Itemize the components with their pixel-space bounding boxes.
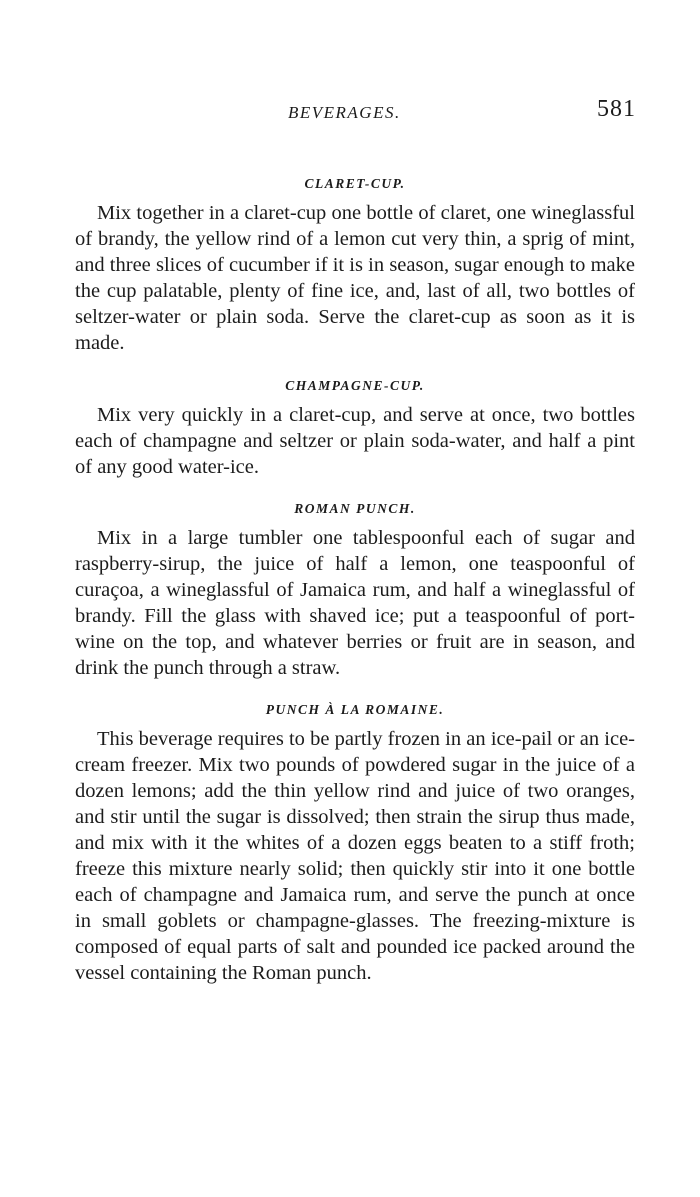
- recipe-roman-punch: [75, 499, 635, 681]
- running-title: BEVERAGES.: [288, 103, 401, 122]
- section-spacer: [75, 480, 635, 499]
- section-spacer: [75, 681, 635, 700]
- running-head: [0, 96, 700, 133]
- recipe-body: This beverage requires to be partly frozen in an ice-pail or an ice-cream freezer. Mix two pounds of powdered sugar in the juice of a dozen lemons; add the thin yellow rind and juice of two oranges, and stir until the sugar is dissolved; then strain the sirup thus made, and mix with it the whites of a dozen eggs beaten to a stiff froth; freeze this mixture nearly solid; then quickly stir into it one bottle each of champagne and Jamaica rum, and serve the punch at once in small goblets or champagne-glasses. The freezing-mixture is composed of equal parts of salt and pounded ice packed around the vessel containing the Roman punch.: [75, 728, 635, 984]
- recipe-title: ROMAN PUNCH.: [294, 501, 416, 516]
- recipe-body: Mix in a large tumbler one tablespoonful each of sugar and raspberry-sirup, the juice of half a lemon, one teaspoonful of curaçoa, a wineglassful of Jamaica rum, and half a wineglassful of brandy. Fill the glass with shaved ice; put a teaspoonful of port-wine on the top, and whatever berries or fruit are in season, and drink the punch through a straw.: [75, 527, 635, 679]
- recipe-claret-cup: [75, 174, 635, 356]
- recipe-champagne-cup: [75, 376, 635, 480]
- recipe-title: CLARET-CUP.: [304, 176, 406, 191]
- page-content: [75, 174, 635, 986]
- recipe-title: CHAMPAGNE-CUP.: [285, 378, 425, 393]
- page-number: 581: [597, 96, 636, 122]
- recipe-punch-a-la-romaine: [75, 700, 635, 986]
- recipe-body: Mix together in a claret-cup one bottle of claret, one wineglassful of brandy, the yellow rind of a lemon cut very thin, a sprig of mint, and three slices of cucumber if it is in season, sugar enough to make the cup palatable, plenty of fine ice, and, last of all, two bottles of seltzer-water or plain soda. Serve the claret-cup as soon as it is made.: [75, 202, 635, 354]
- section-spacer: [75, 356, 635, 376]
- recipe-body: Mix very quickly in a claret-cup, and serve at once, two bottles each of champagne and seltzer or plain soda-water, and half a pint of any good water-ice.: [75, 404, 635, 478]
- recipe-title: PUNCH À LA ROMAINE.: [265, 702, 445, 717]
